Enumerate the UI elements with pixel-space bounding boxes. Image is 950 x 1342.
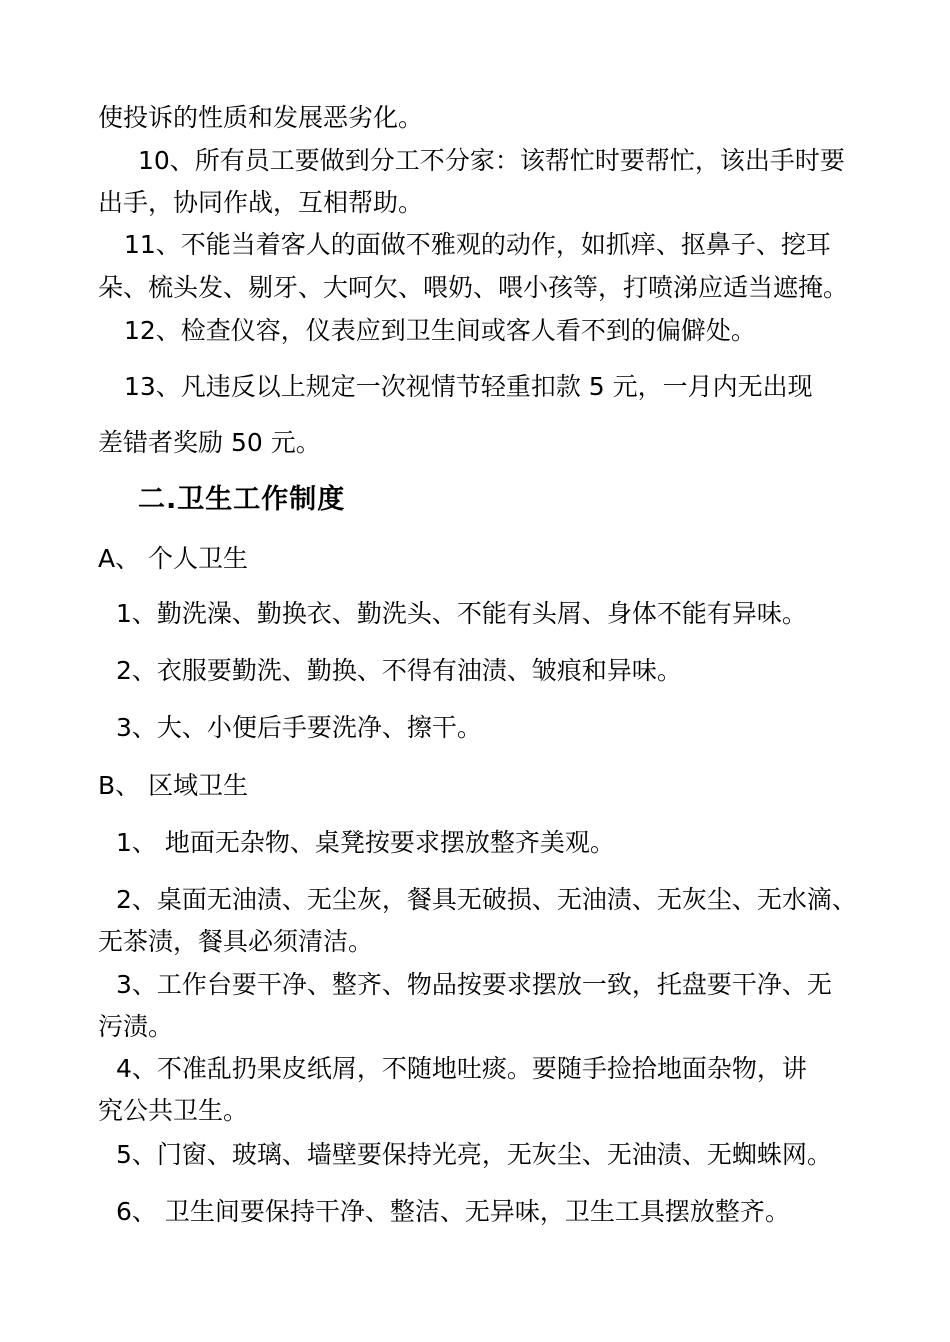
text-line: 污渍。 [98,1012,174,1041]
text-line: 13、凡违反以上规定一次视情节轻重扣款 5 元，一月内无出现 [124,372,813,401]
subsection-heading: B、 区域卫生 [98,771,249,800]
text-line: 差错者奖励 50 元。 [98,428,321,457]
text-line: 朵、梳头发、剔牙、大呵欠、喂奶、喂小孩等，打喷涕应适当遮掩。 [98,273,849,302]
text-line: 6、 卫生间要保持干净、整洁、无异味，卫生工具摆放整齐。 [116,1197,790,1226]
text-line: 12、检查仪容，仪表应到卫生间或客人看不到的偏僻处。 [124,316,756,345]
text-line: 3、大、小便后手要洗净、擦干。 [116,713,482,742]
subsection-heading: A、 个人卫生 [98,544,249,573]
text-line: 无茶渍，餐具必须清洁。 [98,927,374,956]
text-line: 11、不能当着客人的面做不雅观的动作，如抓痒、抠鼻子、挖耳 [124,230,831,259]
text-line: 使投诉的性质和发展恶劣化。 [98,103,424,132]
text-line: 2、桌面无油渍、无尘灰，餐具无破损、无油渍、无灰尘、无水滴、 [116,885,857,914]
text-line: 出手，协同作战，互相帮助。 [98,188,424,217]
text-line: 5、门窗、玻璃、墙壁要保持光亮，无灰尘、无油渍、无蜘蛛网。 [116,1140,832,1169]
text-line: 1、 地面无杂物、桌凳按要求摆放整齐美观。 [116,828,615,857]
text-line: 究公共卫生。 [98,1096,249,1125]
text-line: 3、工作台要干净、整齐、物品按要求摆放一致，托盘要干净、无 [116,970,832,999]
text-line: 1、勤洗澡、勤换衣、勤洗头、不能有头屑、身体不能有异味。 [116,599,807,628]
text-line: 4、不准乱扔果皮纸屑，不随地吐痰。要随手捡拾地面杂物，讲 [116,1054,807,1083]
text-line: 10、所有员工要做到分工不分家：该帮忙时要帮忙，该出手时要 [138,146,845,175]
section-heading: 二.卫生工作制度 [138,484,346,515]
text-line: 2、衣服要勤洗、勤换、不得有油渍、皱痕和异味。 [116,656,682,685]
